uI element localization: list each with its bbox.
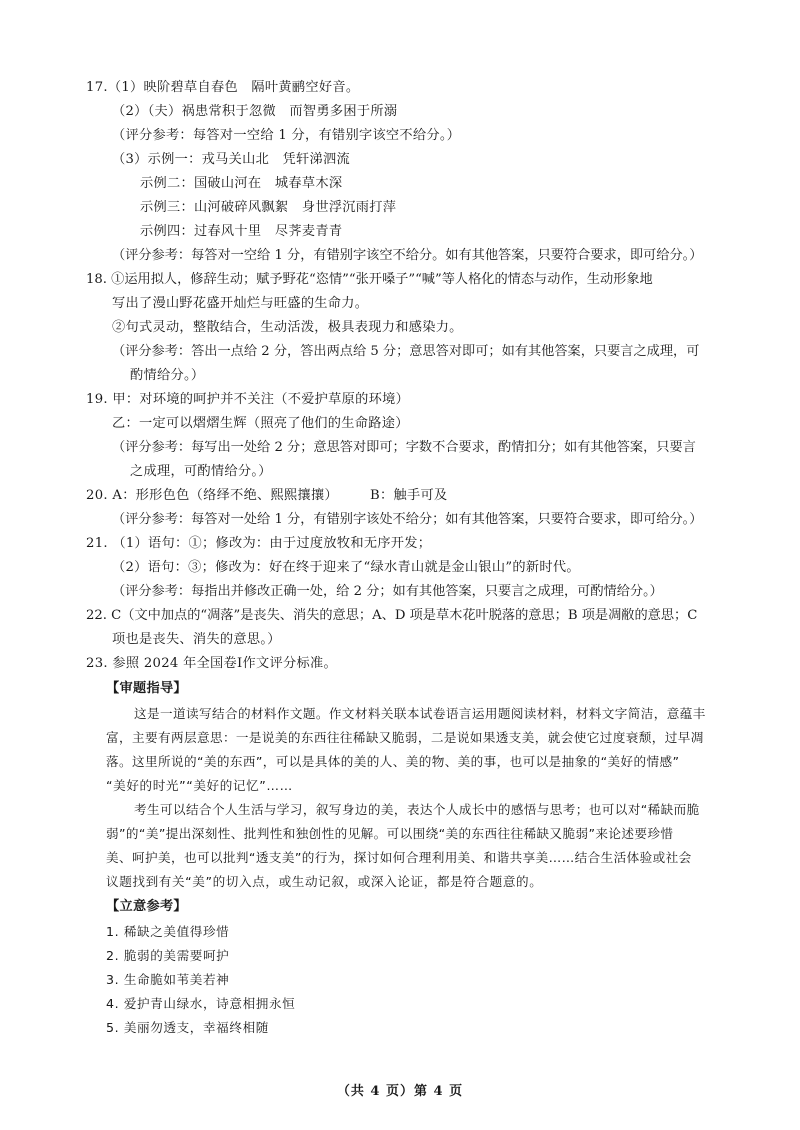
q23-line-1: 23. 参照 2024 年全国卷Ⅰ作文评分标准。	[86, 656, 337, 671]
q17-example-3: 示例三：山河破碎风飘絮 身世浮沉雨打萍	[140, 200, 397, 215]
q22-line-2: 项也是丧失、消失的意思。）	[112, 632, 281, 647]
q21-line-2: （2）语句：③；修改为：好在终于迎来了“绿水青山就是金山银山”的新时代。	[112, 560, 580, 575]
q17-scoring-note-2: （评分参考：每答对一空给 1 分，有错别字该空不给分。如有其他答案，只要符合要求，即可给分。）	[112, 248, 703, 263]
q21-scoring-note: （评分参考：每指出并修改正确一处，给 2 分；如有其他答案，只要言之成理，可酌情给分。）	[112, 584, 663, 599]
q18-scoring-note: （评分参考：答出一点给 2 分，答出两点给 5 分；意思答对即可；如有其他答案，只要言之成理，可	[112, 344, 700, 359]
q23-guide-title: 【审题指导】	[106, 681, 187, 696]
q23-reference-title: 【立意参考】	[106, 899, 187, 914]
q21-line-1: 21. （1）语句：①；修改为：由于过度放牧和无序开发；	[86, 536, 432, 551]
q23-reference-5: 5. 美丽勿透支，幸福终相随	[106, 1020, 269, 1035]
q18-line-2: 写出了漫山野花盛开灿烂与旺盛的生命力。	[112, 296, 369, 311]
q17-example-4: 示例四：过春风十里 尽荠麦青青	[140, 224, 343, 239]
q23-reference-4: 4. 爱护青山绿水，诗意相拥永恒	[106, 996, 296, 1011]
q20-answer-a: 20. A：形形色色（络绎不绝、熙熙攘攘）	[86, 488, 338, 503]
q17-line-1: 17.（1）映阶碧草自春色 隔叶黄鹂空好音。	[86, 80, 360, 95]
q19-scoring-note: （评分参考：每写出一处给 2 分；意思答对即可；字数不合要求，酌情扣分；如有其他答案，只要言	[112, 440, 696, 455]
q18-line-3: ②句式灵动，整散结合，生动活泼，极具表现力和感染力。	[112, 320, 463, 335]
q18-scoring-note-cont: 酌情给分。）	[130, 368, 205, 383]
q23-guide-line-8: 议题找到有关“美”的切入点，或生动记叙，或深入论证，都是符合题意的。	[106, 874, 543, 889]
q23-guide-line-5: 考生可以结合个人生活与学习，叙写身边的美，表达个人成长中的感悟与思考；也可以对“稀缺而脆	[134, 802, 700, 817]
q19-line-1: 19. 甲：对环境的呵护并不关注（不爱护草原的环境）	[86, 392, 410, 407]
q17-scoring-note: （评分参考：每答对一空给 1 分，有错别字该空不给分。）	[112, 128, 461, 143]
page-footer: （共 4 页）第 4 页	[336, 1084, 464, 1099]
q19-line-2: 乙：一定可以熠熠生辉（照亮了他们的生命路途）	[112, 416, 409, 431]
q23-reference-3: 3. 生命脆如苇美若神	[106, 972, 230, 987]
q17-example-1: （3）示例一：戎马关山北 凭轩涕泗流	[112, 152, 350, 167]
q23-guide-line-7: 美、呵护美，也可以批判“透支美”的行为，探讨如何合理利用美、和谐共享美……结合生活体验或社会	[106, 850, 692, 865]
q17-example-2: 示例二：国破山河在 城春草木深	[140, 176, 343, 191]
q23-guide-line-1: 这是一道读写结合的材料作文题。作文材料关联本试卷语言运用题阅读材料，材料文字简洁，意蕴丰	[134, 706, 706, 721]
q20-scoring-note: （评分参考：每答对一处给 1 分，有错别字该处不给分；如有其他答案，只要符合要求，即可给分。）	[112, 512, 703, 527]
q23-guide-line-6: 弱”的“美”提出深刻性、批判性和独创性的见解。可以围绕“美的东西往往稀缺又脆弱”来论述要珍惜	[106, 826, 674, 841]
q23-guide-line-4: “美好的时光”“美好的记忆”……	[106, 778, 293, 793]
q19-scoring-note-cont: 之成理，可酌情给分。）	[130, 464, 272, 479]
q23-reference-2: 2. 脆弱的美需要呵护	[106, 948, 230, 963]
q18-line-1: 18. ①运用拟人，修辞生动；赋予野花“恣情”“张开嗓子”“喊”等人格化的情态与动作，生动形象地	[86, 272, 653, 287]
q20-answer-b: B：触手可及	[370, 488, 448, 503]
q23-guide-line-2: 富，主要有两层意思：一是说美的东西往往稀缺又脆弱，二是说如果透支美，就会使它过度衰颓，过早凋	[106, 730, 704, 745]
q23-reference-1: 1. 稀缺之美值得珍惜	[106, 924, 230, 939]
q22-line-1: 22. C（文中加点的“凋落”是丧失、消失的意思；A、D 项是草木花叶脱落的意思；B 项是凋敝的意思；C	[86, 608, 698, 623]
q17-line-2: （2）（夫）祸患常积于忽微 而智勇多困于所溺	[112, 104, 398, 119]
q23-guide-line-3: 落。这里所说的“美的东西”，可以是具体的美的人、美的物、美的事，也可以是抽象的“美好的情感”	[106, 754, 680, 769]
